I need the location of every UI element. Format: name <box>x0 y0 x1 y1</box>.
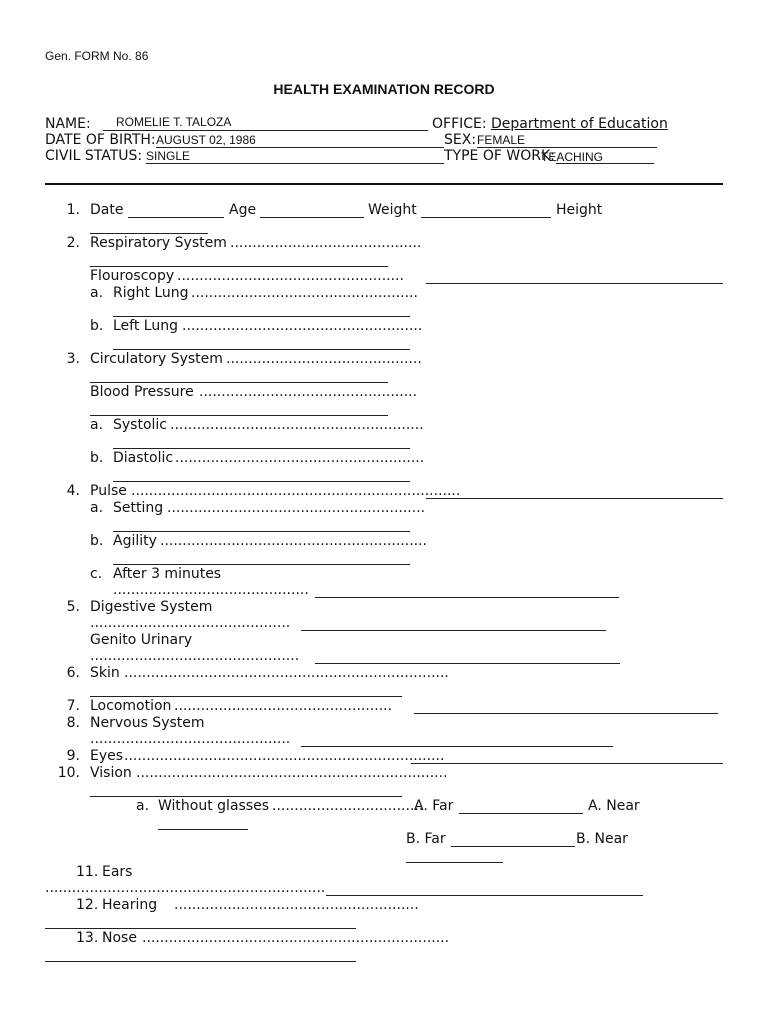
ears-label: Ears <box>102 864 133 880</box>
right-lung-label: Right Lung <box>113 285 189 301</box>
leader-dots: ........................................................................ <box>124 748 445 764</box>
leader-dots: ................................................. <box>174 698 393 714</box>
skin-label: Skin <box>90 665 120 681</box>
dob-label: DATE OF BIRTH: <box>45 132 156 148</box>
item-number: 10. <box>57 765 80 781</box>
age-field-line[interactable] <box>260 217 364 218</box>
leader-dots: ................................................... <box>191 285 418 301</box>
b-near-label: B. Near <box>576 831 628 847</box>
age-label: Age <box>229 202 257 218</box>
locomotion-label: Locomotion <box>90 698 172 714</box>
name-value: ROMELIE T. TALOZA <box>116 115 232 129</box>
circulatory-label: Circulatory System <box>90 351 223 367</box>
item-number: 3. <box>66 351 80 367</box>
digestive-field-line[interactable] <box>301 630 606 631</box>
leader-dots: ................................................... <box>177 268 404 284</box>
systolic-label: Systolic <box>113 417 167 433</box>
leader-dots: ............................................. <box>90 731 291 747</box>
page-title: HEALTH EXAMINATION RECORD <box>273 81 495 97</box>
hearing-label: Hearing <box>102 897 158 913</box>
item-number: 13. <box>76 930 99 946</box>
locomotion-field-line[interactable] <box>414 713 718 714</box>
leader-dots: .......................................................... <box>167 500 426 516</box>
height-field-line[interactable] <box>90 233 208 234</box>
leader-dots: ........................................... <box>230 235 422 251</box>
a-near-field-line[interactable] <box>158 829 248 830</box>
pulse-label: Pulse <box>90 483 127 499</box>
civil-status-label: CIVIL STATUS: <box>45 148 143 164</box>
right-lung-field-line[interactable] <box>113 316 410 317</box>
systolic-field-line[interactable] <box>113 448 410 449</box>
respiratory-label: Respiratory System <box>90 235 227 251</box>
setting-label: Setting <box>113 500 164 516</box>
blood-pressure-field-line[interactable] <box>90 415 388 416</box>
sub-label: a. <box>90 500 104 516</box>
name-field-line[interactable] <box>103 130 428 131</box>
pulse-field-line[interactable] <box>426 498 723 499</box>
item-number: 8. <box>66 715 80 731</box>
hearing-field-line[interactable] <box>45 928 356 929</box>
header-divider <box>45 183 723 185</box>
leader-dots: ................................................. <box>199 384 418 400</box>
flouroscopy-label: Flouroscopy <box>90 268 175 284</box>
ears-field-line[interactable] <box>326 895 643 896</box>
eyes-label: Eyes <box>90 748 124 764</box>
b-near-field-line[interactable] <box>406 862 503 863</box>
sub-label: a. <box>90 285 104 301</box>
weight-field-line[interactable] <box>421 217 551 218</box>
item-number: 2. <box>66 235 80 251</box>
agility-label: Agility <box>113 533 157 549</box>
eyes-field-line[interactable] <box>411 763 723 764</box>
vision-label: Vision <box>90 765 132 781</box>
b-far-field-line[interactable] <box>451 846 575 847</box>
civil-status-field-line[interactable] <box>146 163 444 164</box>
after-3-minutes-field-line[interactable] <box>315 597 619 598</box>
item-number: 5. <box>66 599 80 615</box>
leader-dots: ......................................................... <box>170 417 424 433</box>
dob-field-line[interactable] <box>156 147 444 148</box>
leader-dots: ....................................................... <box>174 897 419 913</box>
leader-dots: .................................. <box>272 798 424 814</box>
left-lung-field-line[interactable] <box>113 349 410 350</box>
diastolic-field-line[interactable] <box>113 481 410 482</box>
item-number: 11. <box>76 864 99 880</box>
office-value: Department of Education <box>491 116 668 132</box>
work-type-field-line[interactable] <box>556 163 654 164</box>
digestive-label: Digestive System <box>90 599 213 615</box>
skin-field-line[interactable] <box>90 696 402 697</box>
after-3-minutes-label: After 3 minutes <box>113 566 222 582</box>
name-label: NAME: <box>45 116 91 132</box>
dob-value: AUGUST 02, 1986 <box>156 133 256 147</box>
item-number: 7. <box>66 698 80 714</box>
a-near-label: A. Near <box>588 798 640 814</box>
sex-value: FEMALE <box>477 133 526 147</box>
sub-label: a. <box>136 798 150 814</box>
sub-label: b. <box>90 533 104 549</box>
left-lung-label: Left Lung <box>113 318 178 334</box>
diastolic-label: Diastolic <box>113 450 174 466</box>
date-field-line[interactable] <box>128 217 224 218</box>
sub-label: b. <box>90 318 104 334</box>
leader-dots: ..................................................................... <box>142 930 450 946</box>
item-number: 4. <box>66 483 80 499</box>
sub-label: c. <box>90 566 103 582</box>
genito-urinary-field-line[interactable] <box>315 663 620 664</box>
height-label: Height <box>556 202 603 218</box>
work-type-value: TEACHING <box>541 150 604 164</box>
blood-pressure-label: Blood Pressure <box>90 384 194 400</box>
without-glasses-label: Without glasses <box>158 798 270 814</box>
leader-dots: ........................................................ <box>175 450 425 466</box>
item-number: 6. <box>66 665 80 681</box>
respiratory-field-line[interactable] <box>90 266 388 267</box>
a-far-label: A. Far <box>414 798 454 814</box>
circulatory-field-line[interactable] <box>90 382 388 383</box>
leader-dots: ...................................................... <box>182 318 423 334</box>
leader-dots: ............................................ <box>226 351 422 367</box>
sub-label: a. <box>90 417 104 433</box>
leader-dots: ............................................................ <box>160 533 428 549</box>
sub-label: b. <box>90 450 104 466</box>
form-number: Gen. FORM No. 86 <box>45 49 149 63</box>
flouroscopy-field-line[interactable] <box>426 283 723 284</box>
b-far-label: B. Far <box>406 831 446 847</box>
agility-field-line[interactable] <box>113 564 410 565</box>
office-label: OFFICE: <box>432 116 487 132</box>
item-number: 1. <box>66 202 80 218</box>
a-far-field-line[interactable] <box>459 813 583 814</box>
date-label: Date <box>90 202 124 218</box>
item-number: 9. <box>66 748 80 764</box>
leader-dots: ......................................................................... <box>124 665 449 681</box>
sex-label: SEX: <box>444 132 477 148</box>
vision-field-line[interactable] <box>90 796 402 797</box>
leader-dots: ...................................................................... <box>136 765 448 781</box>
leader-dots: .......................................................................... <box>131 483 461 499</box>
leader-dots: ............................................... <box>90 648 300 664</box>
nose-label: Nose <box>102 930 137 946</box>
item-number: 12. <box>76 897 99 913</box>
nervous-label: Nervous System <box>90 715 205 731</box>
leader-dots: ............................................................... <box>45 880 326 896</box>
civil-status-value: SINGLE <box>146 149 191 163</box>
leader-dots: ............................................. <box>90 615 291 631</box>
leader-dots: ............................................ <box>113 582 309 598</box>
nervous-field-line[interactable] <box>301 746 613 747</box>
nose-field-line[interactable] <box>45 961 356 962</box>
setting-field-line[interactable] <box>113 531 410 532</box>
weight-label: Weight <box>368 202 417 218</box>
work-type-label: TYPE OF WORK: <box>444 148 555 164</box>
genito-urinary-label: Genito Urinary <box>90 632 193 648</box>
